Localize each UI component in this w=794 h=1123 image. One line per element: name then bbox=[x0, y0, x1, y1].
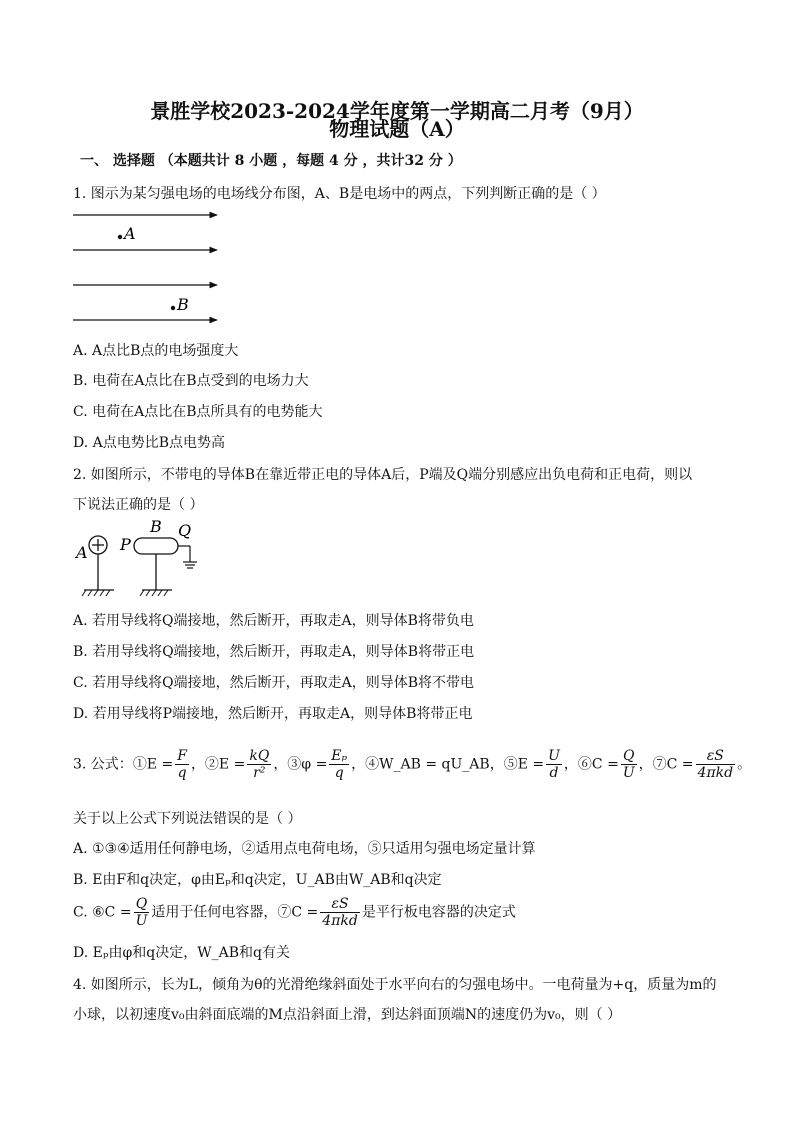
q1-option-b: B. 电荷在A点比在B点受到的电场力大 bbox=[73, 373, 309, 389]
denominator: d bbox=[549, 765, 559, 781]
q1-stem: 1. 图示为某匀强电场的电场线分布图，A、B是电场中的两点，下列判断正确的是（ ） bbox=[73, 186, 606, 202]
point-a-dot bbox=[118, 235, 122, 239]
exam-subtitle: 物理试题（A） bbox=[329, 117, 465, 141]
q2-option-a: A. 若用导线将Q端接地，然后断开，再取走A，则导体B将带负电 bbox=[73, 613, 474, 629]
q1-option-c: C. 电荷在A点比在B点所具有的电势能大 bbox=[73, 404, 323, 420]
q1-option-d: D. A点电势比B点电势高 bbox=[73, 435, 226, 451]
formula-7-lhs: ，⑦C = bbox=[638, 756, 694, 773]
conductor-b bbox=[134, 538, 178, 554]
q3-option-d: D. Eₚ由φ和q决定，W_AB和q有关 bbox=[73, 945, 290, 961]
numerator: Eₚ bbox=[331, 748, 348, 764]
formula-end: 。 bbox=[737, 756, 752, 773]
formula-7-fraction bbox=[696, 748, 736, 781]
q4-stem-line2: 小球，以初速度v₀由斜面底端的M点沿斜面上滑，到达斜面顶端N的速度仍为v₀，则（ ） bbox=[73, 1007, 622, 1023]
numerator: U bbox=[548, 748, 560, 764]
hatch-a bbox=[82, 590, 110, 596]
q2-stem-line2: 下说法正确的是（ ） bbox=[73, 497, 204, 513]
denominator: U bbox=[135, 913, 148, 929]
q3-option-c-prefix: C. ⑥C = bbox=[73, 904, 132, 921]
exam-title: 景胜学校2023-2024学年度第一学期高二月考（9月） bbox=[150, 99, 644, 123]
q2-option-d: D. 若用导线将P端接地，然后断开，再取走A，则导体B将带正电 bbox=[73, 706, 473, 722]
fig-label-a: A bbox=[76, 543, 88, 562]
numerator: F bbox=[177, 748, 187, 764]
denominator: U bbox=[622, 765, 635, 781]
q3-formula-line bbox=[73, 748, 751, 781]
denominator: q bbox=[334, 765, 344, 781]
formula-6-lhs: ，⑥C = bbox=[563, 756, 619, 773]
point-b-dot bbox=[171, 306, 175, 310]
denominator: r² bbox=[253, 765, 266, 781]
q2-option-b: B. 若用导线将Q端接地，然后断开，再取走A，则导体B将带正电 bbox=[73, 644, 475, 660]
q3-option-a: A. ①③④适用任何静电场，②适用点电荷电场，⑤只适用匀强电场定量计算 bbox=[73, 841, 536, 857]
denominator: q bbox=[177, 765, 187, 781]
formula-2-fraction bbox=[247, 748, 271, 781]
formula-5-lhs: ，⑤E = bbox=[489, 756, 545, 773]
numerator: Q bbox=[621, 748, 637, 765]
numerator: Q bbox=[134, 896, 150, 913]
fig-label-p: P bbox=[120, 535, 131, 554]
q3-option-c-fraction-2 bbox=[320, 896, 360, 929]
formula-6-fraction bbox=[621, 748, 637, 781]
fig-label-q: Q bbox=[178, 521, 192, 540]
q3-option-c-fraction-1 bbox=[134, 896, 150, 929]
q2-option-c: C. 若用导线将Q端接地，然后断开，再取走A，则导体B将不带电 bbox=[73, 675, 474, 691]
formula-1-lhs: ①E = bbox=[132, 756, 174, 773]
formula-3-fraction bbox=[329, 748, 349, 781]
q2-stem-line1: 2. 如图所示，不带电的导体B在靠近带正电的导体A后，P端及Q端分别感应出负电荷和正电荷，则以 bbox=[73, 467, 693, 483]
fig-label-b: B bbox=[150, 517, 162, 536]
q3-option-c-end: 是平行板电容器的决定式 bbox=[361, 904, 516, 921]
q3-option-c-mid: 适用于任何电容器，⑦C = bbox=[151, 904, 319, 921]
point-a-label: A bbox=[124, 224, 136, 243]
numerator: εS bbox=[320, 896, 360, 913]
q4-stem-line1: 4. 如图所示，长为L，倾角为θ的光滑绝缘斜面处于水平向右的匀强电场中。一电荷量为+q，质量为m的 bbox=[73, 977, 717, 993]
q3-stem2: 关于以上公式下列说法错误的是（ ） bbox=[73, 811, 302, 827]
formula-5-fraction bbox=[546, 748, 562, 781]
q3-option-b: B. E由F和q决定，φ由Eₚ和q决定，U_AB由W_AB和q决定 bbox=[73, 872, 442, 888]
numerator: εS bbox=[696, 748, 736, 765]
section-heading: 一、 选择题 （本题共计 8 小题 ，每题 4 分 ，共计32 分 ） bbox=[80, 153, 462, 169]
q2-conductor-figure bbox=[76, 518, 206, 600]
numerator: kQ bbox=[249, 748, 270, 764]
point-b-label: B bbox=[177, 295, 189, 314]
formula-4: ，④W_AB = qU_AB bbox=[351, 756, 490, 773]
formula-1-fraction bbox=[175, 748, 189, 781]
denominator: 4πkd bbox=[697, 765, 734, 781]
q3-prefix: 3. 公式： bbox=[73, 756, 133, 773]
denominator: 4πkd bbox=[322, 913, 358, 929]
q1-field-lines-figure bbox=[73, 205, 233, 330]
formula-3-lhs: ，③φ = bbox=[273, 756, 328, 773]
q3-option-c bbox=[73, 896, 516, 929]
hatch-b bbox=[140, 590, 168, 596]
formula-2-lhs: ，②E = bbox=[190, 756, 246, 773]
q1-option-a: A. A点比B点的电场强度大 bbox=[73, 343, 239, 359]
